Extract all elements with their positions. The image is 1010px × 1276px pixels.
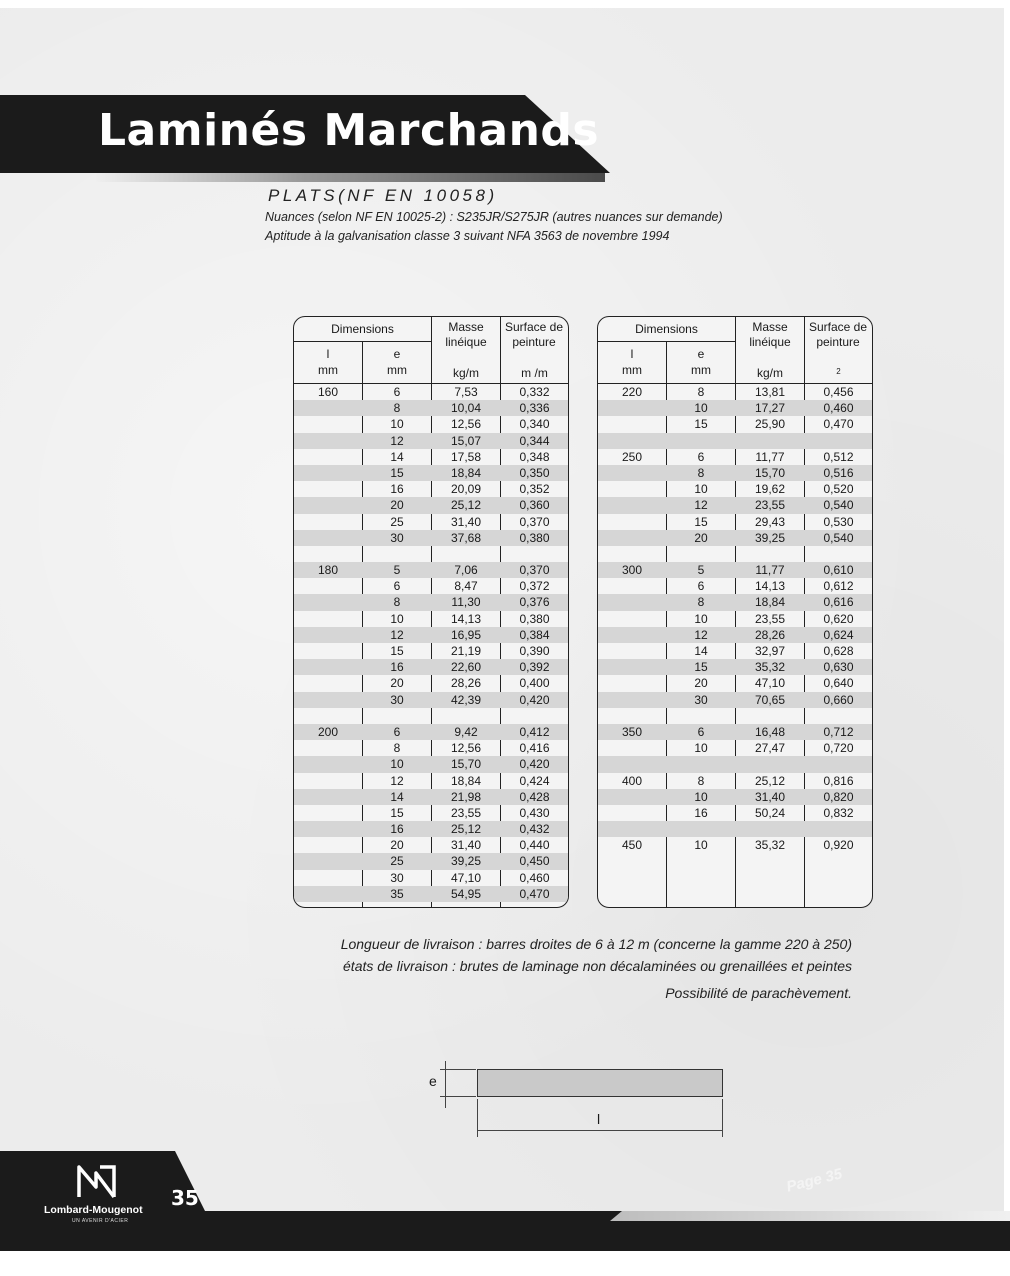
mass-cell: 21,19 [450,644,482,658]
e-header: e [393,347,401,361]
surface-cell: 0,720 [823,741,854,756]
surface-cell: 0,350 [519,465,550,480]
thickness-cell: 14 [390,449,404,464]
table-row [294,465,568,481]
surface-cell: 0,530 [823,514,854,529]
thickness-cell: 6 [393,579,401,594]
width-cell: 160 [317,385,339,399]
table-row [598,627,872,643]
table-row [598,692,872,708]
right-flat-bar-table [597,316,873,908]
width-cell: 300 [621,563,643,578]
galvanization-note: Aptitude à la galvanisation classe 3 suivant NFA 3563 de novembre 1994 [265,229,670,243]
width-cell: 180 [317,563,339,578]
width-label: l [597,1111,601,1127]
thickness-cell: 14 [694,644,708,658]
mass-cell: 31,40 [450,514,482,529]
table-row [294,497,568,513]
extension-line [477,1099,478,1137]
mass-cell: 7,06 [454,563,478,578]
bottom-margin [0,1251,1010,1276]
flat-bar-section-diagram [477,1069,723,1097]
surface-cell: 0,340 [519,417,550,432]
table-row [598,773,872,789]
mass-cell: 54,95 [450,886,482,901]
mass-cell: 8,47 [454,579,478,594]
surface-cell: 0,540 [823,498,854,513]
width-cell: 220 [621,385,643,399]
surface-cell: 0,640 [823,676,854,691]
mass-cell: 13,81 [754,385,786,399]
surface-cell: 0,412 [519,724,550,739]
thickness-cell: 30 [390,870,404,885]
surface-cell: 0,460 [519,870,550,885]
table-row [598,562,872,578]
surface-cell: 0,460 [823,401,854,416]
mass-cell: 14,13 [754,579,786,594]
thickness-cell: 30 [390,692,404,707]
mass-cell: 16,95 [450,627,482,642]
table-row [598,643,872,659]
mass-cell: 11,77 [755,449,785,464]
table-row [294,773,568,789]
table-row [294,805,568,821]
thickness-label: e [429,1073,437,1089]
table-row [294,659,568,675]
table-row [598,756,872,772]
table-row [294,400,568,416]
mass-cell: 39,25 [450,854,482,869]
e-header: e [697,347,705,361]
extension-line [440,1096,476,1097]
thickness-cell: 6 [393,385,401,399]
surface-cell: 0,348 [519,449,550,464]
width-cell: 350 [621,724,643,739]
table-row [294,853,568,869]
l-header: l [630,347,634,361]
surface-cell: 0,616 [823,595,854,610]
table-row [598,465,872,481]
surface-cell: 0,630 [823,660,854,675]
surface-cell: 0,470 [519,886,550,901]
surface-cell: 0,352 [519,482,550,497]
mass-cell: 25,12 [450,822,482,837]
left-table-body [294,384,568,902]
table-row [598,481,872,497]
table-row [598,675,872,691]
mass-cell: 37,68 [450,530,482,545]
mass-cell: 23,55 [754,498,786,513]
table-row [598,433,872,449]
table-row [598,449,872,465]
width-cell: 400 [621,773,643,788]
surface-cell: 0,424 [519,773,550,788]
surface-unit: 2 [836,367,841,376]
table-row [598,708,872,724]
table-row [598,724,872,740]
page-number: 35 [171,1186,199,1210]
thickness-cell: 8 [697,465,705,480]
surface-cell: 0,832 [823,805,854,820]
masse-header: Masse linéique [749,320,791,349]
surface-cell: 0,384 [519,627,550,642]
table-row [598,497,872,513]
table-row [598,659,872,675]
thickness-cell: 10 [694,611,708,626]
thickness-cell: 12 [390,627,404,642]
width-cell: 200 [317,724,339,739]
mass-cell: 7,53 [454,385,478,399]
extension-line [440,1069,476,1070]
table-row [598,611,872,627]
surface-cell: 0,628 [823,644,854,658]
company-name: Lombard-Mougenot [44,1204,143,1216]
section-subtitle: PLATS(NF EN 10058) [268,186,498,205]
thickness-cell: 10 [694,482,708,497]
mass-cell: 12,56 [450,741,482,756]
thickness-cell: 6 [393,724,401,739]
mass-cell: 21,98 [450,789,482,804]
surface-cell: 0,360 [519,498,550,513]
mass-cell: 17,27 [754,401,786,416]
thickness-cell: 10 [390,417,404,432]
finishing-note: Possibilité de parachèvement. [665,985,852,1001]
thickness-cell: 16 [694,805,708,820]
dimensions-header: Dimensions [635,322,698,336]
surface-cell: 0,380 [519,530,550,545]
mass-cell: 23,55 [754,611,786,626]
e-unit: mm [691,363,711,377]
mass-cell: 17,58 [450,449,482,464]
thickness-cell: 6 [697,449,705,464]
title-banner-shadow [95,173,605,182]
surface-cell: 0,392 [519,660,550,675]
surface-cell: 0,400 [519,676,550,691]
surface-cell: 0,520 [823,482,854,497]
table-row [294,627,568,643]
thickness-cell: 30 [390,530,404,545]
mass-cell: 16,48 [754,724,786,739]
thickness-cell: 20 [390,676,404,691]
surface-cell: 0,610 [823,563,854,578]
table-row [294,481,568,497]
surface-cell: 0,370 [519,563,550,578]
mass-cell: 22,60 [450,660,482,675]
mass-cell: 18,84 [754,595,786,610]
mass-cell: 25,12 [754,773,786,788]
thickness-cell: 8 [697,595,705,610]
thickness-cell: 14 [390,789,404,804]
table-row [294,530,568,546]
surface-cell: 0,344 [519,433,550,448]
table-row [294,756,568,772]
surface-cell: 0,712 [823,724,854,739]
thickness-cell: 12 [390,433,404,448]
surface-cell: 0,816 [823,773,854,788]
mass-cell: 15,70 [450,757,482,772]
masse-unit: kg/m [452,366,479,380]
table-row [294,433,568,449]
thickness-cell: 25 [390,514,404,529]
mass-cell: 15,07 [450,433,482,448]
table-row [598,594,872,610]
mass-cell: 14,13 [450,611,482,626]
surface-cell: 0,428 [519,789,550,804]
surface-cell: 0,456 [823,385,854,399]
table-row [294,724,568,740]
thickness-cell: 20 [694,530,708,545]
table-row [294,675,568,691]
mass-cell: 35,32 [754,838,786,853]
left-flat-bar-table [293,316,569,908]
table-row [294,837,568,853]
surface-cell: 0,512 [823,449,854,464]
table-row [294,708,568,724]
mass-cell: 35,32 [754,660,786,675]
mass-cell: 19,62 [754,482,786,497]
surface-cell: 0,370 [519,514,550,529]
table-row [598,805,872,821]
thickness-cell: 20 [694,676,708,691]
surface-cell: 0,820 [823,789,854,804]
table-row [294,416,568,432]
width-cell: 450 [621,838,643,853]
e-unit: mm [387,363,407,377]
table-row [294,594,568,610]
table-row [598,578,872,594]
table-row [598,740,872,756]
mass-cell: 28,26 [450,676,482,691]
page-title: Laminés Marchands [98,105,600,156]
mass-cell: 70,65 [754,692,786,707]
table-row [598,416,872,432]
company-tagline: UN AVENIR D'ACIER [72,1218,129,1224]
thickness-cell: 15 [390,644,404,658]
table-row [598,837,872,853]
extension-line [722,1099,723,1137]
masse-header: Masse linéique [445,320,487,349]
thickness-cell: 30 [694,692,708,707]
table-row [598,514,872,530]
table-row [598,821,872,837]
table-row [294,870,568,886]
table-row [294,384,568,400]
surface-cell: 0,624 [823,627,854,642]
thickness-cell: 15 [390,465,404,480]
thickness-cell: 12 [694,627,708,642]
surface-cell: 0,336 [519,401,550,416]
mass-cell: 10,04 [450,401,482,416]
mass-cell: 11,30 [451,595,481,610]
thickness-cell: 20 [390,498,404,513]
thickness-cell: 10 [694,401,708,416]
thickness-cell: 15 [694,514,708,529]
surface-cell: 0,380 [519,611,550,626]
thickness-cell: 15 [694,660,708,675]
width-dimension-line [477,1130,723,1131]
mass-cell: 42,39 [450,692,482,707]
table-row [294,821,568,837]
table-row [294,740,568,756]
footer-shade [610,1211,1010,1221]
surface-cell: 0,430 [519,805,550,820]
top-margin [0,0,1010,8]
surface-cell: 0,516 [823,465,854,480]
table-row [294,514,568,530]
surface-cell: 0,416 [519,741,550,756]
table-row [598,400,872,416]
thickness-cell: 10 [390,611,404,626]
page-watermark: Page 35 [784,1165,844,1196]
mass-cell: 31,40 [754,789,786,804]
thickness-cell: 12 [390,773,404,788]
surface-cell: 0,540 [823,530,854,545]
surface-cell: 0,620 [823,611,854,626]
thickness-cell: 10 [694,838,708,853]
surface-cell: 0,612 [823,579,854,594]
mass-cell: 18,84 [450,465,482,480]
mass-cell: 29,43 [754,514,786,529]
surface-cell: 0,420 [519,757,550,772]
thickness-cell: 8 [393,741,401,756]
table-row [598,546,872,562]
table-row [598,789,872,805]
thickness-cell: 20 [390,838,404,853]
l-unit: mm [622,363,642,377]
table-row [598,384,872,400]
thickness-cell: 16 [390,660,404,675]
mass-cell: 12,56 [450,417,482,432]
surface-cell: 0,920 [823,838,854,853]
surface-unit: m /m [521,366,548,380]
table-row [294,449,568,465]
mass-cell: 47,10 [450,870,482,885]
thickness-cell: 8 [697,385,705,399]
mass-cell: 23,55 [450,805,482,820]
surface-header: Surface de peinture [808,320,868,349]
surface-cell: 0,450 [519,854,550,869]
mass-cell: 28,26 [754,627,786,642]
l-header: l [326,347,330,361]
thickness-cell: 6 [697,724,705,739]
delivery-length-note: Longueur de livraison : barres droites de 6 à 12 m (concerne la gamme 220 à 250) [340,936,852,952]
thickness-cell: 12 [694,498,708,513]
surface-cell: 0,332 [519,385,550,399]
mass-cell: 20,09 [450,482,482,497]
grades-note: Nuances (selon NF EN 10025-2) : S235JR/S275JR (autres nuances sur demande) [265,210,723,224]
delivery-state-note: états de livraison : brutes de laminage non décalaminées ou grenaillées et peintes [343,958,852,974]
table-row [294,789,568,805]
masse-unit: kg/m [756,366,783,380]
mass-cell: 9,42 [454,724,478,739]
width-cell: 250 [621,449,643,464]
mass-cell: 27,47 [754,741,786,756]
thickness-cell: 5 [697,563,705,578]
mass-cell: 47,10 [754,676,786,691]
surface-cell: 0,390 [519,644,550,658]
thickness-cell: 35 [390,886,404,901]
surface-cell: 0,372 [519,579,550,594]
right-table-body [598,384,872,853]
table-row [294,611,568,627]
surface-cell: 0,432 [519,822,550,837]
thickness-cell: 10 [694,789,708,804]
table-row [294,562,568,578]
surface-cell: 0,470 [823,417,854,432]
thickness-cell: 10 [390,757,404,772]
mass-cell: 50,24 [754,805,786,820]
thickness-cell: 15 [390,805,404,820]
thickness-cell: 8 [697,773,705,788]
thickness-cell: 5 [393,563,401,578]
thickness-cell: 6 [697,579,705,594]
thickness-cell: 15 [694,417,708,432]
surface-cell: 0,420 [519,692,550,707]
table-row [294,578,568,594]
surface-cell: 0,376 [519,595,550,610]
l-unit: mm [318,363,338,377]
mass-cell: 31,40 [450,838,482,853]
table-row [598,530,872,546]
thickness-cell: 16 [390,482,404,497]
thickness-cell: 10 [694,741,708,756]
thickness-cell: 25 [390,854,404,869]
right-margin [1004,0,1010,1276]
thickness-cell: 8 [393,595,401,610]
mass-cell: 11,77 [755,563,785,578]
thickness-cell: 16 [390,822,404,837]
surface-cell: 0,440 [519,838,550,853]
mass-cell: 25,12 [450,498,482,513]
table-row [294,886,568,902]
table-row [294,692,568,708]
table-row [294,643,568,659]
mass-cell: 25,90 [754,417,786,432]
surface-header: Surface de peinture [504,320,564,349]
company-logo-icon [76,1163,118,1199]
dimensions-header: Dimensions [331,322,394,336]
mass-cell: 18,84 [450,773,482,788]
mass-cell: 32,97 [754,644,786,658]
mass-cell: 15,70 [754,465,786,480]
mass-cell: 39,25 [754,530,786,545]
surface-cell: 0,660 [823,692,854,707]
table-row [294,546,568,562]
thickness-cell: 8 [393,401,401,416]
